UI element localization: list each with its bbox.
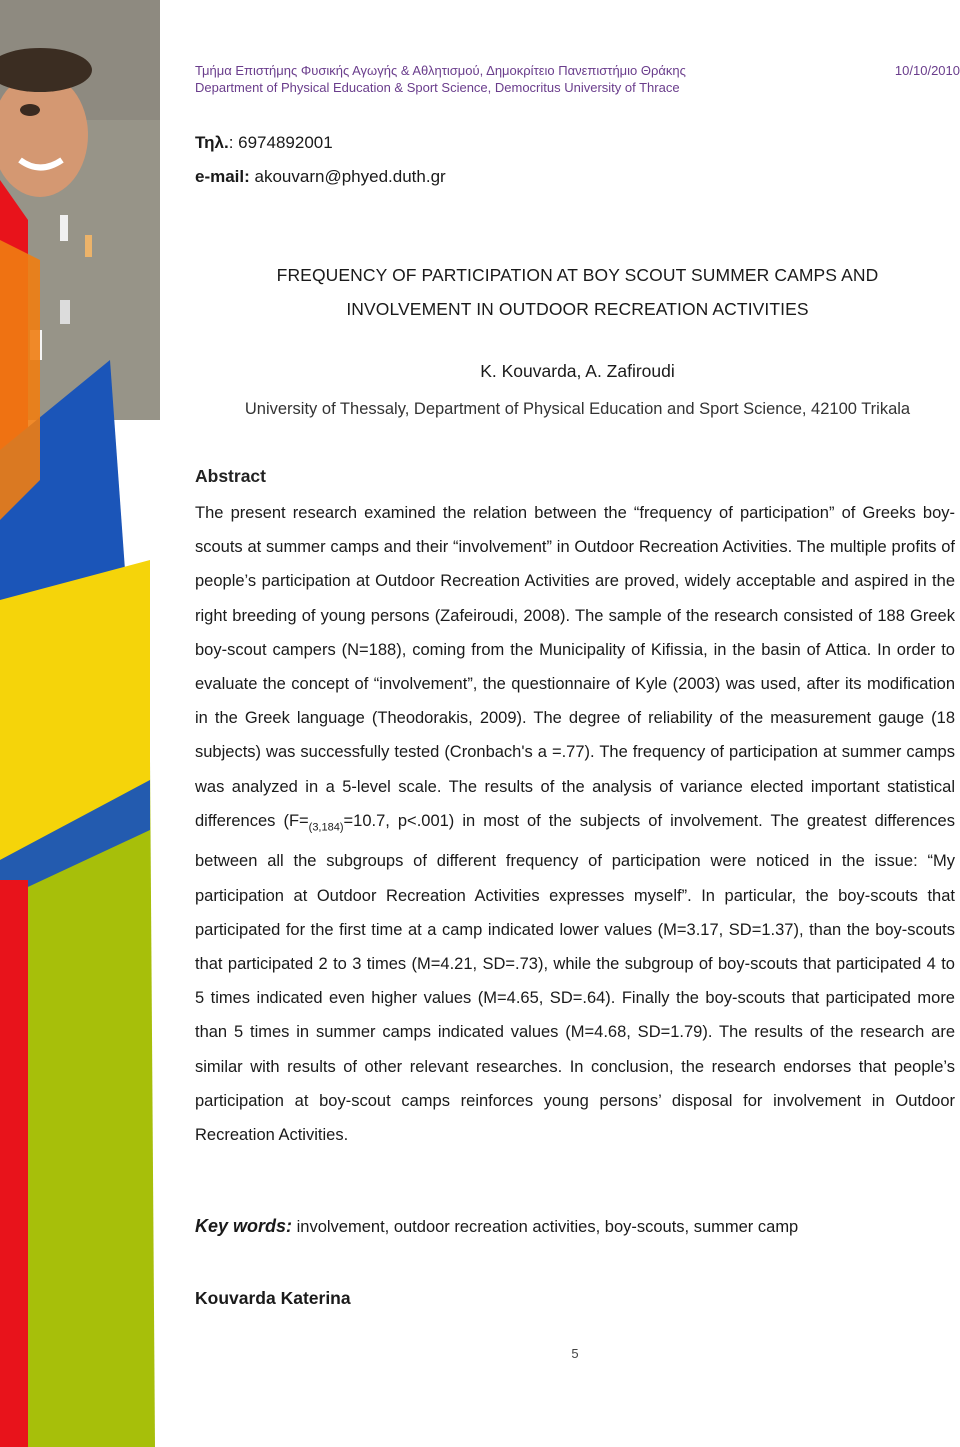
abstract-body <box>195 496 955 1152</box>
stripe-orange <box>0 240 40 520</box>
photo-figure <box>60 215 68 241</box>
presenter-name: Kouvarda Katerina <box>195 1288 351 1308</box>
abstract-text-part-2: =10.7, p<.001) in most of the subjects of involvement. The greatest differences between all the subgroups of different frequency of participation were noticed in the issue: “My participation at Outdoor Recreation Activities expresses myself”. In particular, the boy-scouts that participated for the first time at a camp indicated lower values (M=3.17, SD=1.37), than the boy-scouts that participated 2 to 3 times (M=4.21, SD=.73), while the subgroup of boy-scouts that participated 4 to 5 times indicated even higher values (M=4.65, SD=.64). Finally the boy-scouts that participated more than 5 times in summer camps indicated values (M=4.68, SD=1.79). The results of the research are similar with results of other relevant researches. In conclusion, the research endorses that people’s participation at boy-scout camps reinforces young persons’ disposal for involvement in Outdoor Recreation Activities. <box>195 811 955 1144</box>
phone-line <box>195 126 446 160</box>
title-line-1: FREQUENCY OF PARTICIPATION AT BOY SCOUT SUMMER CAMPS AND <box>276 265 879 285</box>
abstract-text-part-1: The present research examined the relation between the “frequency of participation” of Greeks boy-scouts at summer camps and their “involvement” in Outdoor Recreation Activities. The multiple profits of people’s participation at Outdoor Recreation Activities are proved, widely acceptable and aspired in the right breeding of young persons (Zafeiroudi, 2008). The sample of the research consisted of 188 Greek boy-scout campers (N=188), coming from the Municipality of Kifissia, in the basin of Attica. In order to evaluate the concept of “involvement”, the questionnaire of Kyle (2003) was used, after its modification in the Greek language (Theodorakis, 2009). The degree of reliability of the measurement gauge (18 subjects) was successfully tested (Cronbach's a =.77). The frequency of participation at summer camps was analyzed in a 5-level scale. The results of the analysis of variance elected important statistical differences (F= <box>195 504 955 830</box>
paper-affiliation: University of Thessaly, Department of Physical Education and Sport Science, 42100 Trikala <box>244 400 911 418</box>
email-label: e-mail: <box>195 167 250 186</box>
paper-title <box>195 258 960 326</box>
decorative-left-banner <box>0 0 160 1447</box>
paper-authors: K. Kouvarda, A. Zafiroudi <box>480 361 675 381</box>
keywords-label: Key words: <box>195 1216 293 1236</box>
running-header <box>195 62 960 96</box>
abstract-subscript: (3,184) <box>308 821 344 834</box>
phone-label: Τηλ. <box>195 133 229 152</box>
keywords-text: involvement, outdoor recreation activities, boy-scouts, summer camp <box>292 1218 799 1236</box>
phone-number: : 6974892001 <box>228 133 333 152</box>
email-line <box>195 160 446 194</box>
banner-graphic <box>0 0 160 1447</box>
contact-info <box>195 126 446 194</box>
email-address[interactable]: akouvarn@phyed.duth.gr <box>249 167 446 186</box>
header-institution-greek: Τμήμα Επιστήμης Φυσικής Αγωγής & Αθλητισμού, Δημοκρίτειο Πανεπιστήμιο Θράκης <box>195 63 686 78</box>
keywords <box>195 1216 798 1237</box>
page-number: 5 <box>571 1346 579 1361</box>
title-line-2: INVOLVEMENT IN OUTDOOR RECREATION ACTIVITIES <box>346 299 809 319</box>
header-date: 10/10/2010 <box>894 63 960 78</box>
header-institution-english: Department of Physical Education & Sport Science, Democritus University of Thrace <box>195 80 680 95</box>
abstract-heading: Abstract <box>195 466 266 486</box>
